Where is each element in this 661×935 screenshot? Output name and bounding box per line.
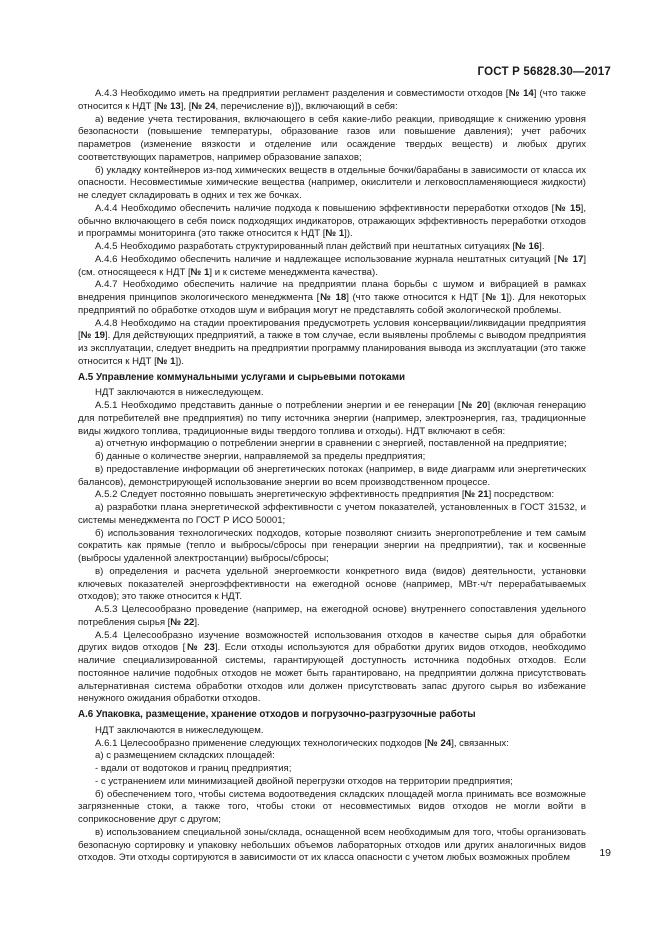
paragraph-a-4-3-b: б) укладку контейнеров из-под химических веществ в отдельные бочки/барабаны в зависимости от класса их опасности. Несовместимые химические вещества (например, окислители и легковоспламеняющиеся жидкости) не следует складировать в одних и тех же бочках. <box>78 164 586 201</box>
section-heading-a-6: А.6 Упаковка, размещение, хранение отходов и погрузочно-разгрузочные работы <box>78 709 476 720</box>
paragraph-a-5-1: А.5.1 Необходимо представить данные о потреблении энергии и ее генерации [№ 20] (включая генерацию для потребителей вне предприятия) по типу источника энергии (например, электроэнергия, газ, традиционные виды жидкого топлива, традиционные виды твердого топлива и отходы). НДТ включают в себя: <box>78 400 587 437</box>
paragraph-a-4-8: А.4.8 Необходимо на стадии проектирования предусмотреть условия консервации/ликвидации предприятия [№ 19]. Для действующих предприятий, а также в том случае, если выявлены проблемы с выводом предприятия из эксплуатации, следует внедрить на предприятии программу планирования вывода из эксплуатации (это также относится к НДТ [№ 1]). <box>78 317 586 367</box>
paragraph-a-4-7: А.4.7 Необходимо обеспечить наличие на предприятии плана борьбы с шумом и вибрацией в рамках внедрения принципов экологического менеджмента [№ 18] (что также относится к НДТ [№ 1]). Для некоторых предприятий по обработке отходов шум и вибрация могут не представлять собой экологической проблемы. <box>78 279 587 316</box>
paragraph-a-4-6: А.4.6 Необходимо обеспечить наличие и надлежащее использование журнала нештатных ситуаций [№ 17] (см. относящееся к НДТ [№ 1] и к системе менеджмента качества). <box>78 253 586 278</box>
paragraph-a-5-2: А.5.2 Следует постоянно повышать энергетическую эффективность предприятия [№ 21] посредством: <box>95 489 555 501</box>
list-item-dash-2: - с устранением или минимизацией двойной перегрузки отходов на территории предприятия; <box>95 775 513 787</box>
paragraph-a-5-3: А.5.3 Целесообразно проведение (например, на ежегодной основе) внутреннего сопоставления удельного потребления сырья [№ 22]. <box>78 604 586 628</box>
paragraph-a-6-1-b: б) обеспечением того, чтобы система водоотведения складских площадей могла принимать все возможные загрязненные стоки, а также того, чтобы стоки от несовместимых видов отходов не могли войти в соприкосновение друг с другом; <box>78 788 586 825</box>
page-number: 19 <box>599 847 611 859</box>
paragraph-a-5-1-v: в) предоставление информации об энергетических потоках (например, в виде диаграмм или энергетических балансов), демонстрирующей использование энергии во всем производственном процессе. <box>78 463 586 488</box>
paragraph-a-6-1-a: а) с размещением складских площадей: <box>95 750 275 762</box>
paragraph-a-4-3: А.4.3 Необходимо иметь на предприятии регламент разделения и совместимости отходов [№ 14] (что также относится к НДТ [№ 13], [№ 24, перечисление в)]), включающий в себя: <box>78 88 587 112</box>
paragraph-a-4-4: А.4.4 Необходимо обеспечить наличие подхода к повышению эффективности переработки отходов [№ 15], обычно включающего в себя поиск подходящих индикаторов, отражающих эффективность переработки отходов и программы мониторинга (это также относится к НДТ [№ 1]). <box>78 202 587 240</box>
paragraph-a-6-1: А.6.1 Целесообразно применение следующих технологических подходов [№ 24], связанных: <box>95 737 509 749</box>
paragraph-a-5-1-b: б) данные о количестве энергии, направляемой за пределы предприятия; <box>95 451 426 462</box>
paragraph-a-5-1-a: а) отчетную информацию о потреблении энергии в сравнении с энергией, поставленной на предприятие; <box>95 438 567 450</box>
paragraph-a-5-2-a: а) разработки плана энергетической эффективности с учетом показателей, установленных в ГОСТ 31532, и системы менеджмента по ГОСТ Р ИСО 50001; <box>78 502 586 526</box>
list-item-dash-1: - вдали от водотоков и границ предприятия; <box>95 763 292 774</box>
section-heading-a-5: А.5 Управление коммунальными услугами и сырьевыми потоками <box>78 371 405 383</box>
paragraph-a-6-intro: НДТ заключаются в нижеследующем. <box>95 724 264 736</box>
paragraph-a-4-3-a: а) ведение учета тестирования, включающего в себя какие-либо реакции, приводящие к снижению уровня безопасности (повышение температуры, образование газов или повышение давления); учет рабочих параметров (изменение вязкости и отделение или осаждение твердых веществ) и любых других соответствующих параметров, например образование запахов; <box>78 113 586 163</box>
paragraph-a-5-intro: НДТ заключаются в нижеследующем. <box>95 387 264 399</box>
paragraph-a-5-2-b: б) использования технологических подходов, которые позволяют снизить энергопотребление и тем самым сократить как прямые (тепло и выбросы/сбросы при генерации энергии на предприятии), так и косвенные (выбросы удаленной электростанции) выбросы/сбросы; <box>78 527 586 564</box>
paragraph-a-5-2-v: в) определения и расчета удельной энергоемкости конкретного вида (видов) деятельности, установки ключевых показателей энергоэффективности на ежегодной основе (например, МВт·ч/т перерабатываемых отходов); это также относится к НДТ. <box>78 565 586 603</box>
paragraph-a-5-4: А.5.4 Целесообразно изучение возможностей использования отходов в качестве сырья для обработки других видов отходов [№ 23]. Если отходы используются для обработки других видов отходов, необходимо наличие специализированной системы, гарантирующей доступность источника подобных отходов. Если постоянное наличие подобных отходов не может быть гарантировано, на предприятии должна присутствовать альтернативная система обработки отходов или должен присутствовать запас другого сырья во избежание ненужного ожидания обработки отходов. <box>78 629 586 705</box>
standard-header: ГОСТ Р 56828.30—2017 <box>477 66 611 78</box>
paragraph-a-6-1-v: в) использованием специальной зоны/склада, оснащенной всем необходимым для того, чтобы организовать безопасную сортировку и упаковку небольших объемов лабораторных отходов или других аналогичных видов отходов. Эти отходы сортируются в зависимости от их класса опасности с учетом любых возможных проблем <box>78 826 586 864</box>
body-text <box>78 88 586 865</box>
paragraph-a-4-5: А.4.5 Необходимо разработать структурированный план действий при нештатных ситуациях [№ 16]. <box>95 241 545 252</box>
